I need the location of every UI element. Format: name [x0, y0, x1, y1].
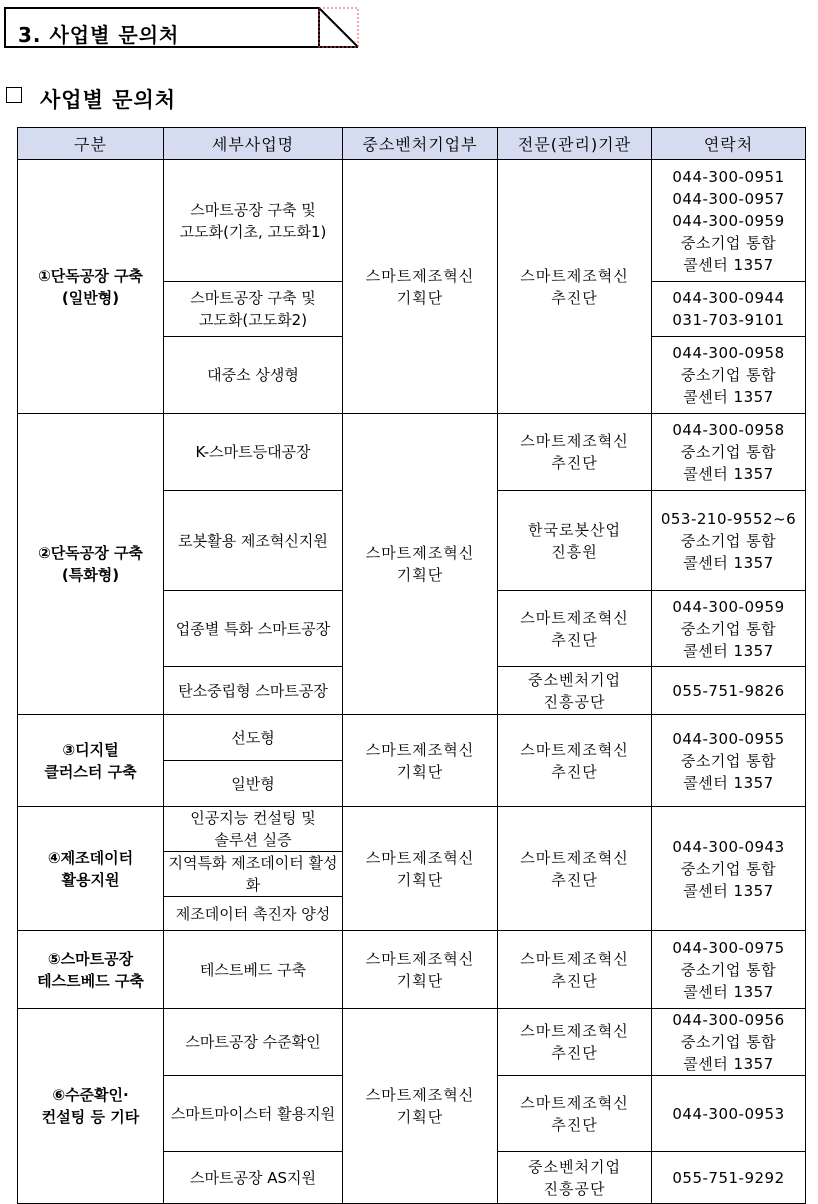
- table-row: [18, 1009, 806, 1076]
- program-cell: 로봇활용 제조혁신지원: [164, 491, 343, 591]
- contact-cell: 044-300-0956 중소기업 통합 콜센터 1357: [652, 1009, 806, 1076]
- program-cell: 탄소중립형 스마트공장: [164, 667, 343, 715]
- program-cell: 인공지능 컨설팅 및 솔루션 실증: [164, 807, 343, 852]
- agency-cell: 중소벤처기업 진흥공단: [498, 1152, 652, 1204]
- table-row: [18, 160, 806, 282]
- section-title: 3. 사업별 문의처: [18, 23, 180, 47]
- header-ministry: 중소벤처기업부: [343, 128, 498, 160]
- agency-cell: 스마트제조혁신 추진단: [498, 414, 652, 491]
- program-cell: 테스트베드 구축: [164, 931, 343, 1009]
- ministry-cell: 스마트제조혁신 기획단: [343, 807, 498, 931]
- program-cell: 선도형: [164, 715, 343, 761]
- program-cell: 대중소 상생형: [164, 337, 343, 414]
- table-header-row: [18, 128, 806, 160]
- agency-cell: 중소벤처기업 진흥공단: [498, 667, 652, 715]
- ministry-cell: 스마트제조혁신 기획단: [343, 414, 498, 715]
- header-category: 구분: [18, 128, 164, 160]
- agency-cell: 스마트제조혁신 추진단: [498, 1009, 652, 1076]
- program-cell: 스마트공장 AS지원: [164, 1152, 343, 1204]
- contact-cell: 044-300-0955 중소기업 통합 콜센터 1357: [652, 715, 806, 807]
- table-row: [18, 807, 806, 852]
- program-cell: 스마트공장 수준확인: [164, 1009, 343, 1076]
- table-row: [18, 715, 806, 761]
- program-cell: 스마트공장 구축 및 고도화(기초, 고도화1): [164, 160, 343, 282]
- category-cell: ③디지털 클러스터 구축: [18, 715, 164, 807]
- header-program: 세부사업명: [164, 128, 343, 160]
- agency-cell: 한국로봇산업 진흥원: [498, 491, 652, 591]
- checkbox-square-icon: [6, 87, 22, 103]
- contact-cell: 055-751-9292: [652, 1152, 806, 1204]
- contact-cell: 044-300-0943 중소기업 통합 콜센터 1357: [652, 807, 806, 931]
- agency-cell: 스마트제조혁신 추진단: [498, 160, 652, 414]
- program-cell: 업종별 특화 스마트공장: [164, 591, 343, 667]
- category-cell: ⑤스마트공장 테스트베드 구축: [18, 931, 164, 1009]
- contact-cell: 044-300-0959 중소기업 통합 콜센터 1357: [652, 591, 806, 667]
- contact-table: [17, 127, 806, 1204]
- contact-cell: 044-300-0958 중소기업 통합 콜센터 1357: [652, 337, 806, 414]
- subheading-text: 사업별 문의처: [40, 88, 177, 112]
- category-cell: ①단독공장 구축 (일반형): [18, 160, 164, 414]
- contact-cell: 044-300-0958 중소기업 통합 콜센터 1357: [652, 414, 806, 491]
- contact-cell: 044-300-0944 031-703-9101: [652, 282, 806, 337]
- ministry-cell: 스마트제조혁신 기획단: [343, 931, 498, 1009]
- contact-cell: 044-300-0975 중소기업 통합 콜센터 1357: [652, 931, 806, 1009]
- agency-cell: 스마트제조혁신 추진단: [498, 1076, 652, 1152]
- contact-cell: 053-210-9552~6 중소기업 통합 콜센터 1357: [652, 491, 806, 591]
- category-cell: ②단독공장 구축 (특화형): [18, 414, 164, 715]
- program-cell: 지역특화 제조데이터 활성화: [164, 852, 343, 897]
- header-agency: 전문(관리)기관: [498, 128, 652, 160]
- agency-cell: 스마트제조혁신 추진단: [498, 931, 652, 1009]
- header-contact: 연락처: [652, 128, 806, 160]
- program-cell: 스마트공장 구축 및 고도화(고도화2): [164, 282, 343, 337]
- program-cell: 일반형: [164, 761, 343, 807]
- table-row: [18, 414, 806, 491]
- contact-cell: 044-300-0953: [652, 1076, 806, 1152]
- ministry-cell: 스마트제조혁신 기획단: [343, 715, 498, 807]
- agency-cell: 스마트제조혁신 추진단: [498, 591, 652, 667]
- agency-cell: 스마트제조혁신 추진단: [498, 807, 652, 931]
- program-cell: K-스마트등대공장: [164, 414, 343, 491]
- program-cell: 스마트마이스터 활용지원: [164, 1076, 343, 1152]
- table-row: [18, 931, 806, 1009]
- category-cell: ⑥수준확인· 컨설팅 등 기타: [18, 1009, 164, 1204]
- contact-cell: 055-751-9826: [652, 667, 806, 715]
- section-header: [4, 7, 357, 47]
- contact-cell: 044-300-0951 044-300-0957 044-300-0959 중소기업 통합 콜센터 1357: [652, 160, 806, 282]
- category-cell: ④제조데이터 활용지원: [18, 807, 164, 931]
- program-cell: 제조데이터 촉진자 양성: [164, 897, 343, 931]
- agency-cell: 스마트제조혁신 추진단: [498, 715, 652, 807]
- ministry-cell: 스마트제조혁신 기획단: [343, 160, 498, 414]
- ministry-cell: 스마트제조혁신 기획단: [343, 1009, 498, 1204]
